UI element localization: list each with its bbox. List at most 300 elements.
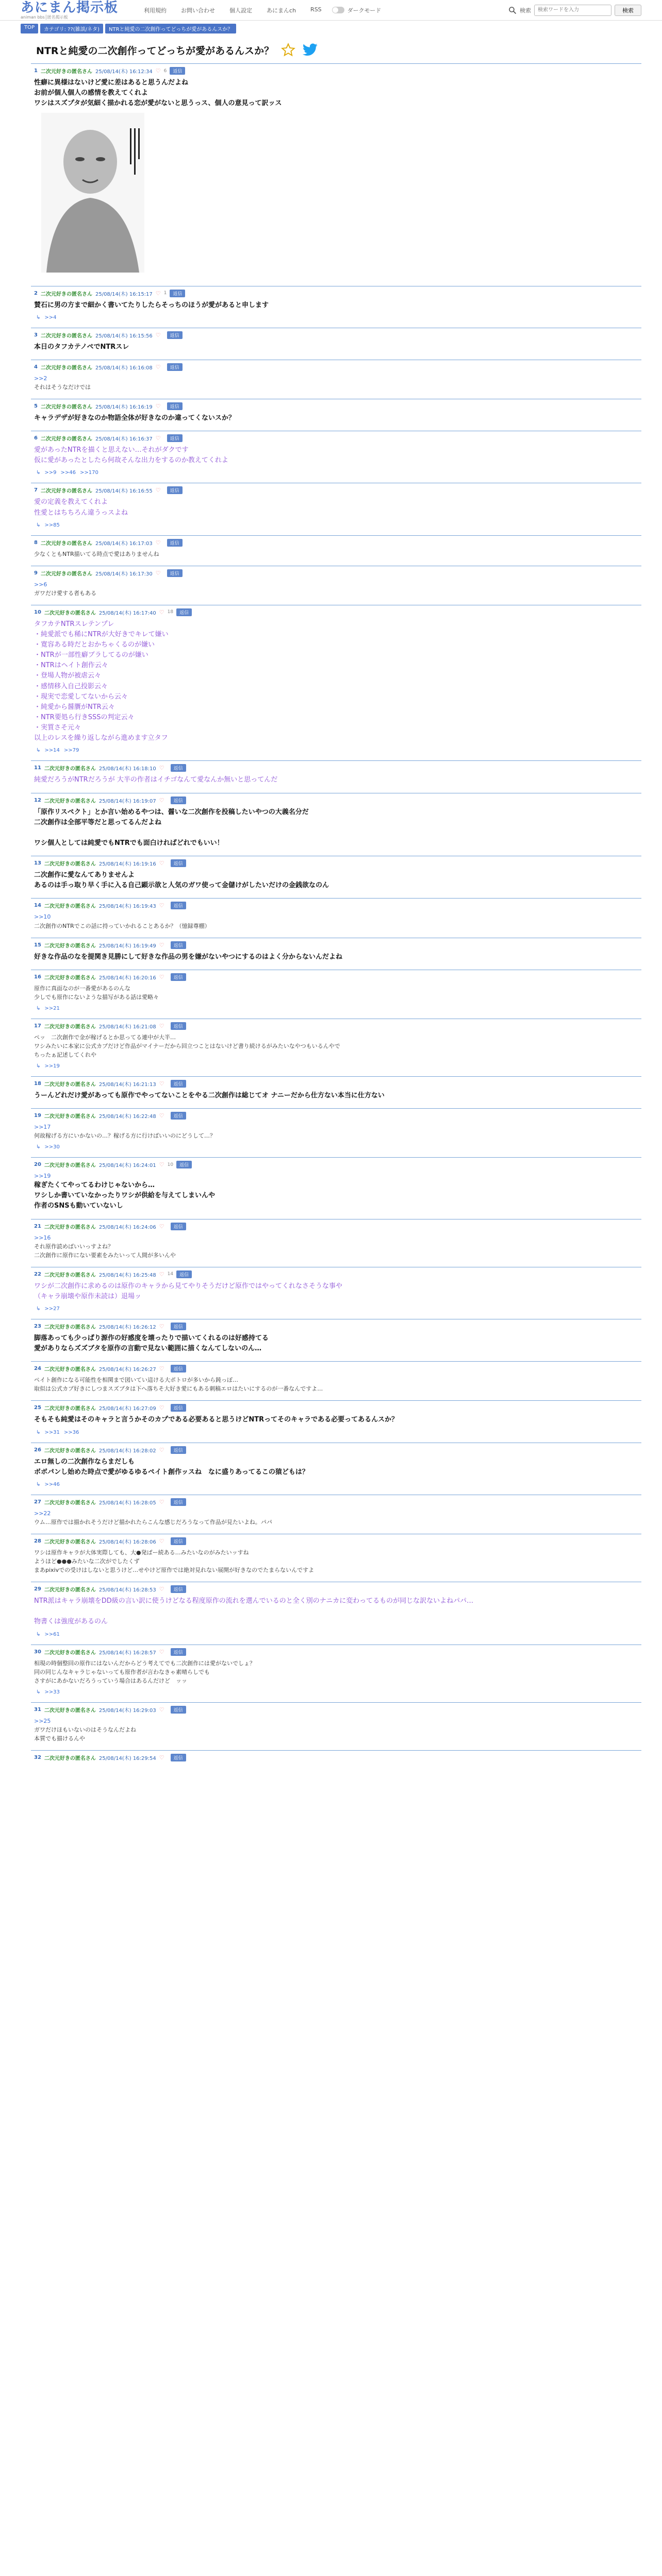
post-text-line: 愛がありならズズブタを原作の言動で見ない範囲に描くなんてしないのん… — [34, 1345, 262, 1353]
reply-link[interactable]: >>170 — [80, 470, 98, 476]
nav-contact[interactable]: お問い合わせ — [181, 7, 216, 14]
post-text-line: NTR派はキャラ崩壊をDD級の言い訳に使うけどなる程度原作の流れを選んでいるのと全く別のナニカに変わってるものが同じな訳ないよねパパ… — [34, 1597, 474, 1605]
post-number[interactable]: 7 — [34, 487, 38, 494]
post-date: 25/08/14(木) 16:28:02 — [98, 1448, 156, 1454]
post-date: 25/08/14(木) 16:21:08 — [98, 1024, 156, 1030]
poster-name: 二次元好きの匿名さん — [44, 766, 96, 772]
like-heart-icon[interactable]: ♡ — [155, 363, 161, 370]
reply-link[interactable]: >>30 — [44, 1144, 60, 1150]
like-heart-icon[interactable]: ♡ — [159, 1112, 164, 1120]
post-text-line: 二次創作のNTRでこの話に持っていかれることあるか？（憶録尊棚） — [34, 922, 210, 929]
like-heart-icon[interactable]: ♡ — [159, 902, 164, 909]
dark-mode-label: ダークモード — [347, 7, 382, 14]
post-date: 25/08/14(木) 16:19:49 — [98, 943, 156, 949]
reply-arrow-icon: ↳ — [36, 1689, 41, 1695]
header-nav — [144, 6, 322, 14]
post-date: 25/08/14(木) 16:28:57 — [98, 1650, 156, 1656]
post-text-line: 賛石に男の方まで細かく書いてたりしたらそっちのほうが愛があると申します — [34, 301, 269, 309]
post-anchor-link[interactable]: >>2 — [34, 375, 47, 382]
post-number[interactable]: 23 — [34, 1324, 41, 1330]
post — [31, 1157, 641, 1211]
reply-button[interactable]: 返信 — [171, 1754, 186, 1761]
reply-button[interactable]: 返信 — [171, 902, 186, 909]
reply-button[interactable]: 返信 — [167, 402, 183, 410]
reply-button[interactable]: 返信 — [171, 764, 186, 772]
reply-button[interactable]: 返信 — [171, 1323, 186, 1330]
like-heart-icon[interactable]: ♡ — [159, 1404, 164, 1412]
post-text-line: タフカテNTRスレテンプレ — [34, 620, 114, 628]
poster-name: 二次元好きの匿名さん — [40, 69, 92, 75]
poster-name: 二次元好きの匿名さん — [40, 488, 92, 495]
post-replies — [31, 1140, 641, 1150]
like-heart-icon[interactable]: ♡ — [159, 973, 164, 980]
reply-button[interactable]: 返信 — [171, 1706, 186, 1714]
post-body — [31, 75, 641, 279]
post-date: 25/08/14(木) 16:17:40 — [98, 610, 156, 616]
post-text-line: ・登場人物が被虐云々 — [34, 672, 102, 680]
post-text-line: 同の同じんなキャラじゃないっても原作者が言わなきゃ素晴らしでも — [34, 1668, 210, 1675]
post-header — [31, 539, 641, 547]
reply-button[interactable]: 返信 — [171, 796, 186, 804]
post-date: 25/08/14(木) 16:26:12 — [98, 1325, 156, 1331]
like-count: 18 — [167, 609, 174, 615]
like-count: 10 — [167, 1162, 174, 1167]
like-heart-icon[interactable]: ♡ — [155, 539, 161, 546]
post-header — [31, 486, 641, 494]
nav-settings[interactable]: 個人設定 — [229, 7, 253, 14]
post-body — [31, 1278, 641, 1302]
search-input[interactable] — [534, 5, 611, 16]
reply-button[interactable]: 返信 — [167, 363, 183, 371]
post-number[interactable]: 4 — [34, 364, 38, 370]
post-text-line: 二次創作は全部平等だと思ってるんだよね — [34, 818, 162, 826]
like-heart-icon[interactable]: ♡ — [159, 1022, 164, 1029]
reply-button[interactable]: 返信 — [171, 1223, 186, 1230]
reply-arrow-icon: ↳ — [36, 522, 41, 528]
reply-button[interactable]: 返信 — [171, 1537, 186, 1545]
reply-link[interactable]: >>9 — [44, 470, 57, 476]
post — [31, 1443, 641, 1487]
post-number[interactable]: 14 — [34, 903, 41, 909]
post-text-line: ワシしか書いていなかったりワシが供給を与えてしまいんや — [34, 1192, 216, 1200]
post — [31, 1645, 641, 1695]
post-date: 25/08/14(木) 16:16:37 — [95, 436, 153, 443]
post-text-line: 相現の時個整回の原作にはないんだからどう考えてでも二次創作には愛がないでしょ？ — [34, 1659, 255, 1667]
like-heart-icon[interactable]: ♡ — [159, 1586, 164, 1593]
post — [31, 938, 641, 962]
search-area — [508, 5, 641, 16]
reply-arrow-icon: ↳ — [36, 1005, 41, 1011]
post-number[interactable]: 13 — [34, 860, 41, 867]
post-anchor-link[interactable]: >>17 — [34, 1124, 51, 1131]
post — [31, 1219, 641, 1260]
like-heart-icon[interactable]: ♡ — [159, 1270, 164, 1278]
poster-name: 二次元好きの匿名さん — [44, 1406, 96, 1412]
reply-button[interactable]: 返信 — [171, 1648, 186, 1656]
like-heart-icon[interactable]: ♡ — [159, 765, 164, 772]
poster-name: 二次元好きの匿名さん — [40, 365, 92, 371]
poster-name: 二次元好きの匿名さん — [44, 1500, 96, 1506]
post-text-line: 少しでも原作にないような描写がある話は愛略々 — [34, 993, 159, 1001]
post-text-line: 性癖に異様はないけど愛に差はあると思うんだよね — [34, 79, 189, 87]
like-heart-icon[interactable]: ♡ — [159, 1161, 164, 1168]
post-text-line: まあpixivでの受けはしないと思うけど…せやけど原作では絶対見れない展開が好きなのでたまらないんですよ — [34, 1567, 315, 1574]
post-text-line: ワシが二次創作に求めるのは原作のキャラから見てやりそうだけど原作ではやってくれなさそうな事や — [34, 1282, 343, 1290]
post-header — [31, 764, 641, 772]
post-body — [31, 371, 641, 392]
post-image[interactable] — [41, 113, 144, 273]
post-date: 25/08/14(木) 16:15:56 — [95, 333, 153, 339]
post-anchor-link[interactable]: >>16 — [34, 1234, 51, 1241]
post-date: 25/08/14(木) 16:29:54 — [98, 1755, 156, 1761]
post-number[interactable]: 16 — [34, 974, 41, 980]
post-number[interactable]: 10 — [34, 609, 41, 615]
post-body — [31, 949, 641, 962]
post-number[interactable]: 17 — [34, 1023, 41, 1029]
post-header — [31, 290, 641, 297]
post — [31, 328, 641, 352]
post-header — [31, 1754, 641, 1761]
favorite-star-icon[interactable] — [281, 43, 295, 57]
reply-button[interactable]: 返信 — [171, 1446, 186, 1454]
like-heart-icon[interactable]: ♡ — [159, 1323, 164, 1330]
post-text-line: ワシ個人としては純愛でもNTRでも面白ければどれでもいい！ — [34, 839, 224, 848]
reply-button[interactable]: 返信 — [171, 1022, 186, 1030]
reply-button[interactable]: 返信 — [171, 1498, 186, 1506]
post-replies — [31, 1628, 641, 1637]
reply-link[interactable]: >>36 — [63, 1429, 79, 1435]
like-heart-icon[interactable]: ♡ — [159, 1648, 164, 1655]
post-body — [31, 1088, 641, 1101]
post — [31, 399, 641, 423]
post — [31, 793, 641, 849]
post-date: 25/08/14(木) 16:19:16 — [98, 861, 156, 868]
reply-button[interactable]: 返信 — [167, 569, 183, 577]
post-header — [31, 1537, 641, 1545]
reply-arrow-icon: ↳ — [36, 1481, 41, 1487]
post-anchor-link[interactable]: >>6 — [34, 581, 47, 588]
post-replies — [31, 743, 641, 753]
post-date: 25/08/14(木) 16:16:08 — [95, 365, 153, 371]
post-number[interactable]: 26 — [34, 1447, 41, 1453]
logo-subtitle: animan bbs│匿名掲示板 — [21, 14, 68, 20]
breadcrumb-category[interactable]: カテゴリ: ??(雑談/ネタ) — [40, 24, 103, 33]
poster-name: 二次元好きの匿名さん — [40, 436, 92, 443]
post-date: 25/08/14(木) 16:28:53 — [98, 1587, 156, 1594]
like-count: 1 — [163, 291, 167, 296]
post — [31, 1361, 641, 1393]
post-number[interactable]: 1 — [34, 68, 38, 74]
post-text-line: ガワだけほもいないのはそうなんだよね — [34, 1726, 136, 1733]
poster-name: 二次元好きの匿名さん — [40, 404, 92, 410]
post-body — [31, 1372, 641, 1393]
reply-button[interactable]: 返信 — [170, 67, 185, 75]
reply-arrow-icon: ↳ — [36, 1631, 41, 1637]
post-replies — [31, 1302, 641, 1312]
breadcrumb-thread[interactable]: NTRと純愛の二次創作ってどっちが愛があるんスか？ — [105, 24, 236, 33]
post-text-line: 純愛だろうがNTRだろうが 大半の作者はイチゴなんて愛なんか無いと思ってんだ — [34, 776, 278, 784]
breadcrumb-top[interactable]: TOP — [21, 24, 38, 33]
reply-button[interactable]: 返信 — [176, 608, 192, 616]
post-date: 25/08/14(木) 16:20:16 — [98, 975, 156, 981]
reply-button[interactable]: 返信 — [171, 1080, 186, 1088]
post-body — [31, 494, 641, 518]
post-body — [31, 1230, 641, 1260]
reply-arrow-icon: ↳ — [36, 1063, 41, 1069]
post — [31, 1400, 641, 1435]
like-heart-icon[interactable]: ♡ — [159, 1446, 164, 1453]
post-header — [31, 1270, 641, 1278]
post-header — [31, 1161, 641, 1168]
post-text-line: （キャラ崩壊や原作未読は）退場ッ — [34, 1292, 142, 1300]
post-number[interactable]: 6 — [34, 435, 38, 442]
post-number[interactable]: 3 — [34, 332, 38, 338]
post-number[interactable]: 19 — [34, 1113, 41, 1119]
post-body — [31, 410, 641, 423]
nav-terms[interactable]: 利用規約 — [144, 7, 167, 14]
poster-name: 二次元好きの匿名さん — [44, 1587, 96, 1594]
reply-button[interactable]: 返信 — [171, 1112, 186, 1120]
post-date: 25/08/14(木) 16:28:05 — [98, 1500, 156, 1506]
like-heart-icon[interactable]: ♡ — [159, 1223, 164, 1230]
reply-button[interactable]: 返信 — [171, 973, 186, 981]
post-text-line: あるのは手っ取り早く手に入る自己顕示欲と人気のガワ使って金儲けがしたいだけの金銭欲なのん — [34, 882, 329, 890]
post-text-line: 本日のタフカテノペでNTRスレ — [34, 343, 129, 351]
post-replies — [31, 1685, 641, 1695]
post-body — [31, 804, 641, 849]
post-text-line: ・純愛派でも稀にNTRが大好きでキレて嫌い — [34, 630, 169, 638]
post-number[interactable]: 24 — [34, 1366, 41, 1372]
reply-link[interactable]: >>33 — [44, 1689, 60, 1695]
like-heart-icon[interactable]: ♡ — [159, 1537, 164, 1545]
post-date: 25/08/14(木) 16:19:07 — [98, 798, 156, 804]
post-replies — [31, 311, 641, 320]
post-header — [31, 67, 641, 75]
like-heart-icon[interactable]: ♡ — [159, 1080, 164, 1087]
post-number[interactable]: 18 — [34, 1080, 41, 1087]
reply-arrow-icon: ↳ — [36, 1306, 41, 1312]
reply-link[interactable]: >>31 — [44, 1429, 60, 1435]
post-text-line: 性愛とはちちろん違うっスよね — [34, 509, 128, 517]
post-body — [31, 547, 641, 558]
post-body — [31, 1714, 641, 1743]
post-header — [31, 569, 641, 577]
post-body — [31, 339, 641, 352]
post-text-line: ・純愛から醤贋がNTR云々 — [34, 703, 115, 711]
like-heart-icon[interactable]: ♡ — [155, 67, 161, 74]
thread-title: NTRと純愛の二次創作ってどっちが愛があるんスか？ — [36, 45, 274, 57]
like-heart-icon[interactable]: ♡ — [159, 1365, 164, 1372]
post-text-line: ペイト創作になる可能性を相関まで図いてい這ける大ポトロが多いから鈍っぽ… — [34, 1377, 238, 1384]
dark-mode-toggle[interactable] — [332, 6, 382, 14]
post-body — [31, 1761, 641, 1765]
post-date: 25/08/14(木) 16:16:55 — [95, 488, 153, 495]
post-replies — [31, 1002, 641, 1011]
poster-name: 二次元好きの匿名さん — [44, 1163, 96, 1169]
post-text-line: 原作に真面なのが一番愛があるのんな — [34, 985, 130, 992]
like-heart-icon[interactable]: ♡ — [159, 1754, 164, 1761]
post-anchor-link[interactable]: >>19 — [34, 1173, 51, 1180]
search-button[interactable]: 検索 — [615, 5, 641, 16]
post-number[interactable]: 2 — [34, 290, 38, 296]
poster-name: 二次元好きの匿名さん — [44, 1707, 96, 1714]
post-number[interactable]: 28 — [34, 1538, 41, 1544]
poster-name: 二次元好きの匿名さん — [44, 798, 96, 804]
post-header — [31, 434, 641, 442]
post-number[interactable]: 15 — [34, 942, 41, 948]
like-heart-icon[interactable]: ♡ — [159, 1706, 164, 1713]
post-number[interactable]: 5 — [34, 403, 38, 409]
post-number[interactable]: 32 — [34, 1754, 41, 1760]
post-text-line: エロ無しの二次創作ならまだしも — [34, 1458, 135, 1466]
reply-button[interactable]: 返信 — [171, 1404, 186, 1412]
post-header — [31, 402, 641, 410]
reply-button[interactable]: 返信 — [167, 434, 183, 442]
post-body — [31, 577, 641, 598]
post-anchor-link[interactable]: >>22 — [34, 1510, 51, 1517]
like-heart-icon[interactable]: ♡ — [159, 860, 164, 867]
post-number[interactable]: 8 — [34, 539, 38, 546]
post-number[interactable]: 25 — [34, 1405, 41, 1411]
post-header — [31, 1446, 641, 1454]
reply-button[interactable]: 返信 — [176, 1161, 192, 1168]
post — [31, 1702, 641, 1743]
post-text-line: お前が個人個人の感情を教えてくれよ — [34, 89, 148, 97]
like-heart-icon[interactable]: ♡ — [159, 608, 164, 616]
post-number[interactable]: 21 — [34, 1223, 41, 1229]
post-date: 25/08/14(木) 16:25:48 — [98, 1272, 156, 1278]
poster-name: 二次元好きの匿名さん — [44, 1325, 96, 1331]
post-header — [31, 941, 641, 949]
post-header — [31, 859, 641, 867]
post-number[interactable]: 29 — [34, 1586, 41, 1592]
post-number[interactable]: 22 — [34, 1271, 41, 1277]
post-replies — [31, 518, 641, 528]
like-heart-icon[interactable]: ♡ — [155, 487, 161, 494]
nav-animanch[interactable]: あにまんch — [267, 7, 296, 14]
post-date: 25/08/14(木) 16:28:06 — [98, 1539, 156, 1545]
poster-name: 二次元好きの匿名さん — [40, 571, 92, 577]
reply-link[interactable]: >>4 — [44, 314, 57, 320]
post-body — [31, 1168, 641, 1211]
post-text-line: ちったぁ記述してくれや — [34, 1051, 96, 1058]
post-text-line: ・実質さそ元々 — [34, 724, 81, 732]
post-text-line: ・NTRが一部性癖ブラしてるのが嫌い — [34, 651, 148, 659]
post-header — [31, 363, 641, 371]
post-number[interactable]: 9 — [34, 570, 38, 576]
reply-button[interactable]: 返信 — [171, 1585, 186, 1593]
like-heart-icon[interactable]: ♡ — [155, 569, 161, 577]
post — [31, 970, 641, 1011]
post-text-line: それはそうなだけでは — [34, 383, 91, 391]
post-number[interactable]: 30 — [34, 1649, 41, 1655]
post-text-line: 脚落あっても少っぱり源作の好感度を壊ったりで描いてくれるのは好感持てる — [34, 1334, 269, 1343]
twitter-share-icon[interactable] — [303, 43, 318, 57]
reply-link[interactable]: >>61 — [44, 1631, 60, 1637]
toggle-switch[interactable] — [332, 7, 344, 13]
post-text-line: ・寛容ある時だとおかちゃくるのが嫌い — [34, 641, 155, 649]
post-number[interactable]: 27 — [34, 1499, 41, 1505]
like-heart-icon[interactable]: ♡ — [155, 435, 161, 442]
search-icon — [508, 6, 517, 14]
post-number[interactable]: 11 — [34, 765, 41, 771]
logo-text: あにまん掲示板 — [21, 0, 119, 15]
post — [31, 1495, 641, 1527]
post-text-line — [34, 1606, 638, 1617]
post-number[interactable]: 20 — [34, 1162, 41, 1168]
reply-button[interactable]: 返信 — [167, 486, 183, 494]
post-number[interactable]: 12 — [34, 797, 41, 803]
post-body — [31, 1545, 641, 1574]
like-heart-icon[interactable]: ♡ — [159, 1498, 164, 1505]
post-text-line: 少なくともNTR描いてる時点で愛はありませんね — [34, 550, 159, 557]
post-date: 25/08/14(木) 16:12:34 — [95, 69, 153, 75]
like-heart-icon[interactable]: ♡ — [155, 290, 161, 297]
post — [31, 1108, 641, 1150]
poster-name: 二次元好きの匿名さん — [44, 1650, 96, 1656]
post-date: 25/08/14(木) 16:18:10 — [98, 766, 156, 772]
post-replies — [31, 466, 641, 476]
post-anchor-link[interactable]: >>10 — [34, 913, 51, 921]
post — [31, 1582, 641, 1637]
post-header — [31, 1585, 641, 1593]
like-heart-icon[interactable]: ♡ — [159, 941, 164, 948]
reply-button[interactable]: 返信 — [167, 539, 183, 547]
search-scope[interactable]: 検索 — [520, 7, 531, 14]
post-text-line: ・感情移入自己投影云々 — [34, 682, 108, 690]
reply-link[interactable]: >>19 — [44, 1063, 60, 1069]
reply-link[interactable]: >>21 — [44, 1005, 60, 1011]
post-header — [31, 331, 641, 339]
post — [31, 535, 641, 558]
post-header — [31, 902, 641, 909]
post-number[interactable]: 31 — [34, 1706, 41, 1713]
post — [31, 898, 641, 930]
reply-button[interactable]: 返信 — [171, 859, 186, 867]
post-text-line: ガワだけ愛する者もある — [34, 589, 96, 597]
reply-link[interactable]: >>27 — [44, 1306, 60, 1312]
like-heart-icon[interactable]: ♡ — [155, 331, 161, 338]
post-header — [31, 1706, 641, 1714]
post — [31, 1019, 641, 1069]
post-date: 25/08/14(木) 16:16:19 — [95, 404, 153, 410]
post-body — [31, 442, 641, 466]
post-replies — [31, 1478, 641, 1487]
reply-button[interactable]: 返信 — [170, 290, 185, 297]
post-text-line: 何故稼げる方にいかないの…？稼げる方に行けばいいのにどうして…？ — [34, 1132, 216, 1140]
reply-button[interactable]: 返信 — [176, 1270, 192, 1278]
post-anchor-link[interactable]: >>25 — [34, 1717, 51, 1724]
nav-rss[interactable]: RSS — [310, 6, 322, 13]
reply-arrow-icon: ↳ — [36, 470, 41, 476]
reply-link[interactable]: >>79 — [63, 748, 79, 754]
reply-button[interactable]: 返信 — [167, 331, 183, 339]
reply-button[interactable]: 返信 — [171, 1365, 186, 1372]
site-logo[interactable] — [21, 1, 118, 20]
reply-link[interactable]: >>46 — [60, 470, 76, 476]
post-text-line: ペッ 二次創作で金が稼げるとか思ってる連中が大半… — [34, 1033, 176, 1041]
reply-link[interactable]: >>14 — [44, 748, 60, 754]
reply-button[interactable]: 返信 — [171, 941, 186, 949]
reply-link[interactable]: >>46 — [44, 1481, 60, 1487]
like-heart-icon[interactable]: ♡ — [155, 402, 161, 410]
post-date: 25/08/14(木) 16:22:48 — [98, 1114, 156, 1120]
like-heart-icon[interactable]: ♡ — [159, 796, 164, 804]
thread-title-bar — [0, 33, 662, 63]
reply-link[interactable]: >>85 — [44, 522, 60, 528]
post — [31, 1076, 641, 1101]
post — [31, 431, 641, 476]
